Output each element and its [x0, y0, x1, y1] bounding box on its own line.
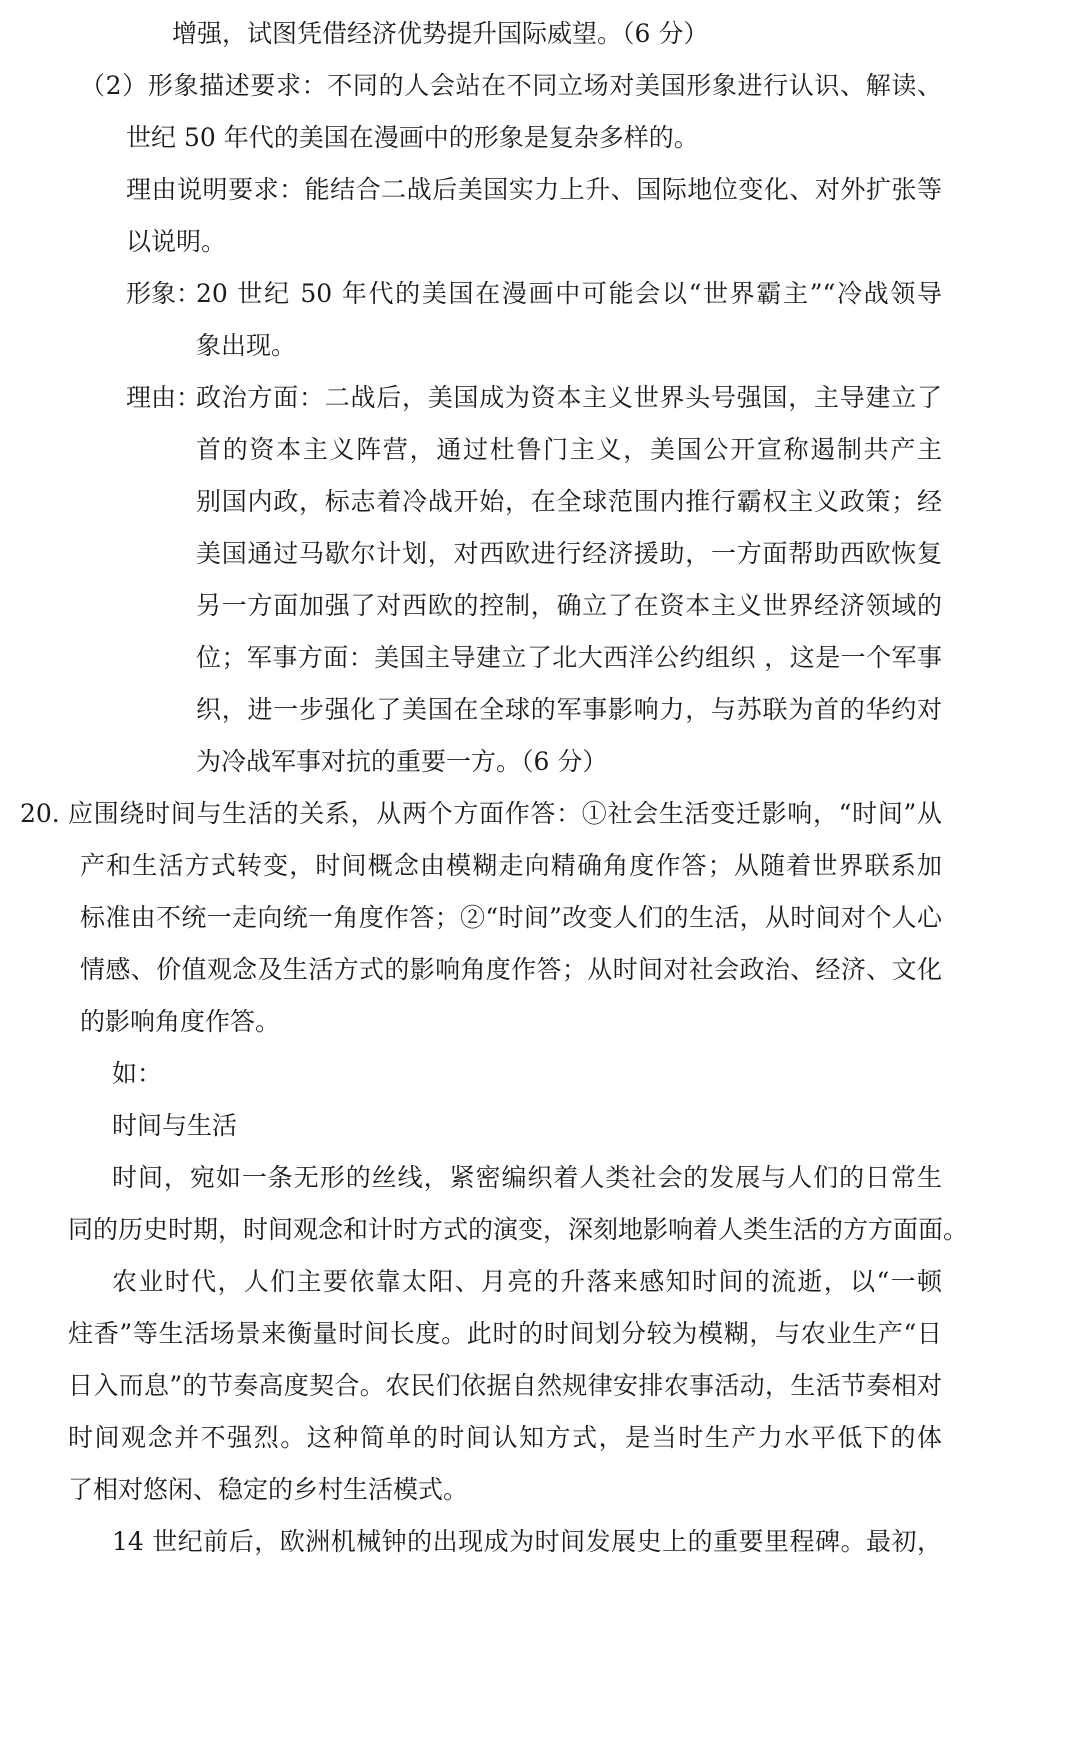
- essay-para3-line-1: 14 世纪前后，欧洲机械钟的出现成为时间发展史上的重要里程碑。最初，: [112, 1527, 942, 1556]
- reason-text-line-1: 政治方面：二战后，美国成为资本主义世界头号强国，主导建立了: [196, 383, 942, 412]
- essay-para2-line-1: 农业时代，人们主要依靠太阳、月亮的升落来感知时间的流逝，以“一顿: [112, 1267, 942, 1296]
- reason-text-line-8: 为冷战军事对抗的重要一方。（6 分）: [196, 747, 608, 776]
- essay-para2-line-4: 时间观念并不强烈。这种简单的时间认知方式，是当时生产力水平低下的体: [68, 1423, 942, 1452]
- essay-title: 时间与生活: [112, 1111, 238, 1140]
- question-number-20: 20.: [20, 799, 60, 828]
- essay-para2-line-3: 日入而息”的节奏高度契合。农民们依据自然规律安排农事活动，生活节奏相对: [68, 1371, 942, 1400]
- q20-guide-line-3: 标准由不统一走向统一角度作答；②“时间”改变人们的生活，从时间对个人心: [80, 903, 942, 932]
- reason-requirement-line-1: 理由说明要求：能结合二战后美国实力上升、国际地位变化、对外扩张等: [126, 175, 942, 204]
- q20-guide-line-4: 情感、价值观念及生活方式的影响角度作答；从时间对社会政治、经济、文化: [80, 955, 942, 984]
- reason-requirement-line-2: 以说明。: [126, 227, 227, 256]
- reason-text-line-2: 首的资本主义阵营，通过杜鲁门主义，美国公开宣称遏制共产主: [196, 435, 942, 464]
- q20-guide-line-5: 的影响角度作答。: [80, 1007, 281, 1036]
- reason-text-line-7: 织，进一步强化了美国在全球的军事影响力，与苏联为首的华约对: [196, 695, 942, 724]
- essay-para2-line-5: 了相对悠闲、稳定的乡村生活模式。: [68, 1475, 469, 1504]
- example-label: 如：: [112, 1059, 163, 1088]
- q20-guide-line-2: 产和生活方式转变，时间概念由模糊走向精确角度作答；从随着世界联系加: [80, 851, 942, 880]
- form-requirement-line-1: （2）形象描述要求：不同的人会站在不同立场对美国形象进行认识、解读、: [80, 71, 942, 100]
- reason-text-line-3: 别国内政，标志着冷战开始，在全球范围内推行霸权主义政策；经: [196, 487, 942, 516]
- q20-guide-line-1: 应围绕时间与生活的关系，从两个方面作答：①社会生活变迁影响，“时间”从: [68, 799, 942, 828]
- image-label: 形象：: [126, 279, 202, 308]
- image-text-line-2: 象出现。: [196, 331, 297, 360]
- text-line-prev-end: 增强，试图凭借经济优势提升国际威望。（6 分）: [172, 19, 709, 48]
- form-requirement-line-2: 世纪 50 年代的美国在漫画中的形象是复杂多样的。: [126, 123, 699, 152]
- essay-para1-line-1: 时间，宛如一条无形的丝线，紧密编织着人类社会的发展与人们的日常生: [112, 1163, 942, 1192]
- image-text-line-1: 20 世纪 50 年代的美国在漫画中可能会以“世界霸主”“冷战领导: [196, 279, 942, 308]
- reason-text-line-5: 另一方面加强了对西欧的控制，确立了在资本主义世界经济领域的: [196, 591, 942, 620]
- essay-para2-line-2: 炷香”等生活场景来衡量时间长度。此时的时间划分较为模糊，与农业生产“日: [68, 1319, 942, 1348]
- essay-para1-line-2: 同的历史时期，时间观念和计时方式的演变，深刻地影响着人类生活的方方面面。: [68, 1215, 969, 1244]
- reason-text-line-6: 位；军事方面：美国主导建立了北大西洋公约组织 ，这是一个军事: [196, 643, 942, 672]
- reason-text-line-4: 美国通过马歇尔计划，对西欧进行经济援助，一方面帮助西欧恢复: [196, 539, 942, 568]
- reason-label: 理由：: [126, 383, 202, 412]
